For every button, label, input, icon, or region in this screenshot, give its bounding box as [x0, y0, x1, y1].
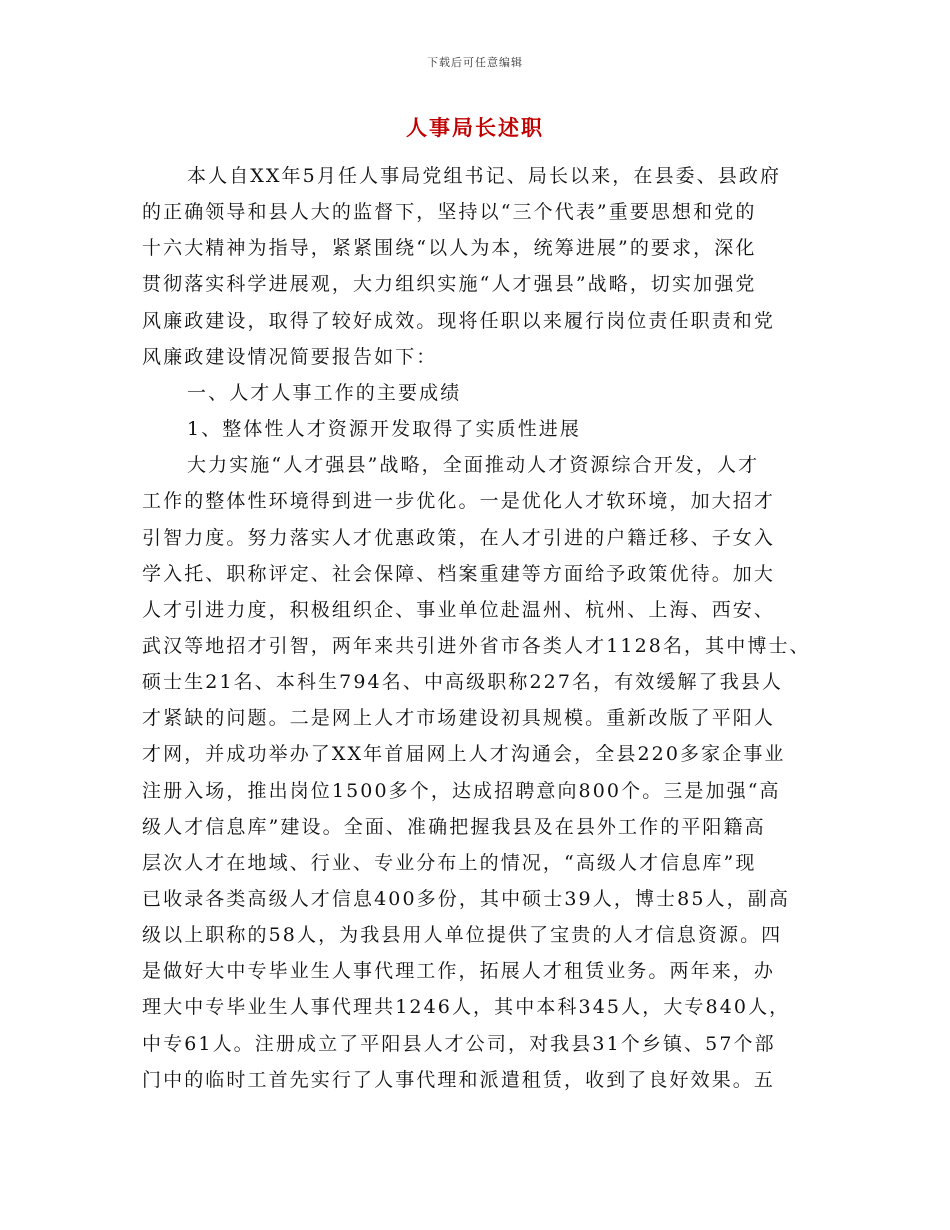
body-line: 武汉等地招才引智，两年来共引进外省市各类人才1128名，其中博士、 [142, 634, 811, 657]
body-line: 才紧缺的问题。二是网上人才市场建设初具规模。重新改版了平阳人 [142, 707, 776, 730]
body-line: 本人自XX年5月任人事局党组书记、局长以来，在县委、县政府 [187, 165, 782, 187]
section-heading: 一、人才人事工作的主要成绩 [187, 381, 462, 404]
body-line: 学入托、职称评定、社会保障、档案重建等方面给予政策优待。加大 [142, 562, 776, 585]
body-line: 才网，并成功举办了XX年首届网上人才沟通会，全县220多家企事业 [142, 743, 786, 766]
body-line: 十六大精神为指导，紧紧围绕“以人为本，统筹进展”的要求，深化 [142, 237, 757, 260]
document-title: 人事局长述职 [406, 115, 544, 140]
body-line: 注册入场，推出岗位1500多个，达成招聘意向800个。三是加强“高 [142, 779, 781, 802]
body-line: 工作的整体性环境得到进一步优化。一是优化人才软环境，加大招才 [142, 490, 776, 513]
body-line: 风廉政建设，取得了较好成效。现将任职以来履行岗位责任职责和党 [142, 309, 776, 332]
body-line: 级以上职称的58人，为我县用人单位提供了宝贵的人才信息资源。四 [142, 924, 783, 947]
body-line: 级人才信息库”建设。全面、准确把握我县及在县外工作的平阳籍高 [142, 815, 766, 838]
header-note: 下载后可任意编辑 [427, 56, 523, 69]
body-line: 人才引进力度，积极组织企、事业单位赴温州、杭州、上海、西安、 [142, 598, 776, 621]
body-line: 引智力度。努力落实人才优惠政策，在人才引进的户籍迁移、子女入 [142, 526, 776, 549]
body-line: 理大中专毕业生人事代理共1246人，其中本科345人，大专840人， [142, 996, 791, 1019]
body-line: 的正确领导和县人大的监督下，坚持以“三个代表”重要思想和党的 [142, 201, 757, 224]
body-line: 门中的临时工首先实行了人事代理和派遣租赁，收到了良好效果。五 [142, 1068, 776, 1091]
subsection-heading: 1、整体性人才资源开发取得了实质性进展 [187, 418, 581, 441]
body-line: 硕士生21名、本科生794名、中高级职称227名，有效缓解了我县人 [142, 671, 784, 694]
body-line: 贯彻落实科学进展观，大力组织实施“人才强县”战略，切实加强党 [142, 273, 757, 296]
body-line: 已收录各类高级人才信息400多份，其中硕士39人，博士85人，副高 [142, 888, 790, 910]
body-line: 是做好大中专毕业生人事代理工作，拓展人才租赁业务。两年来，办 [142, 960, 776, 983]
body-line: 大力实施“人才强县”战略，全面推动人才资源综合开发，人才 [187, 454, 760, 477]
body-line: 风廉政建设情况简要报告如下： [142, 345, 438, 368]
body-line: 层次人才在地域、行业、专业分布上的情况，“高级人才信息库”现 [142, 851, 757, 874]
body-line: 中专61人。注册成立了平阳县人才公司，对我县31个乡镇、57个部 [142, 1032, 776, 1055]
